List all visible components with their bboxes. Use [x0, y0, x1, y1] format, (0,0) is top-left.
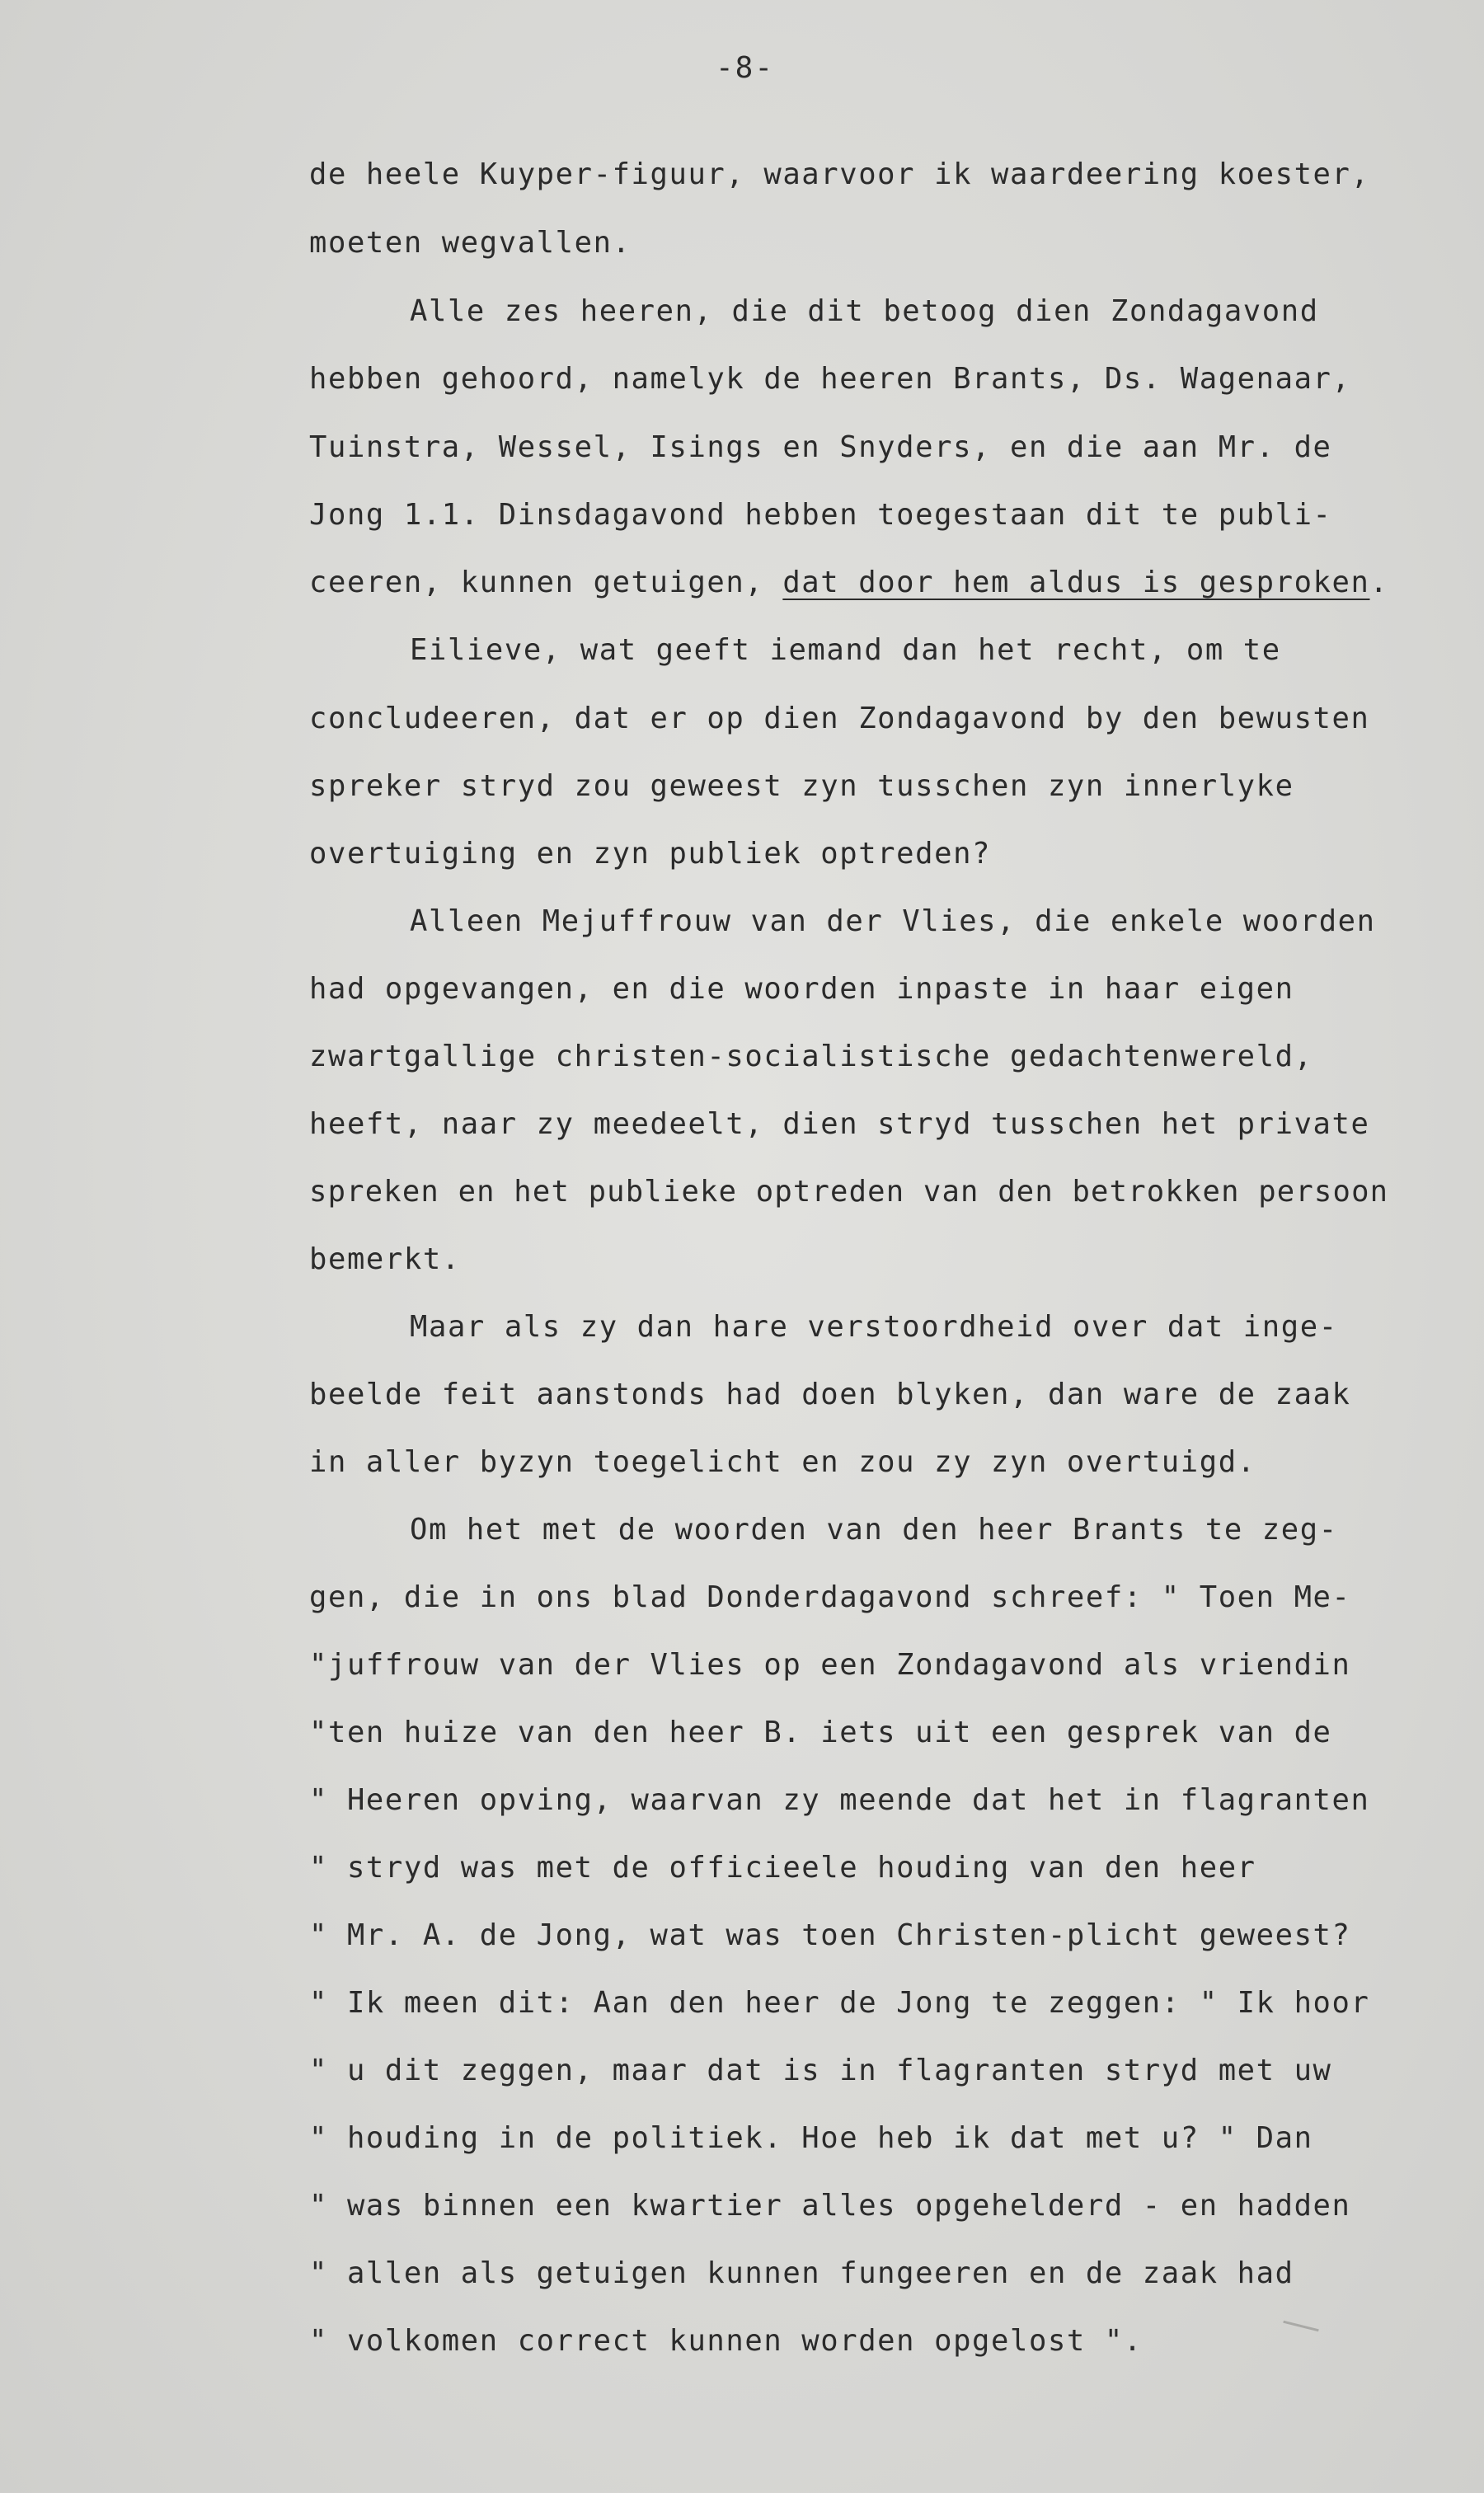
text-line: de heele Kuyper-figuur, waarvoor ik waardeering koester,	[309, 157, 1370, 191]
text-line: bemerkt.	[309, 1242, 461, 1276]
text-line: moeten wegvallen.	[309, 226, 632, 260]
text-line: " allen als getuigen kunnen fungeeren en de zaak had	[309, 2256, 1294, 2290]
text-line: " Heeren opving, waarvan zy meende dat het in flagranten	[309, 1783, 1370, 1817]
text-line: Tuinstra, Wessel, Isings en Snyders, en die aan Mr. de	[309, 430, 1332, 464]
text-line: Alleen Mejuffrouw van der Vlies, die enkele woorden	[410, 904, 1376, 938]
text-line: spreker stryd zou geweest zyn tusschen zyn innerlyke	[309, 769, 1294, 803]
text-line: " Mr. A. de Jong, wat was toen Christen-plicht geweest?	[309, 1918, 1351, 1952]
text-line: hebben gehoord, namelyk de heeren Brants, Ds. Wagenaar,	[309, 362, 1351, 396]
page-number: -8-	[716, 51, 775, 85]
ink-smudge	[1283, 2321, 1318, 2332]
text-line: in aller byzyn toegelicht en zou zy zyn overtuigd.	[309, 1445, 1256, 1479]
text-line: " stryd was met de officieele houding van den heer	[309, 1851, 1256, 1885]
text-line: Jong 1.1. Dinsdagavond hebben toegestaan dit te publi-	[309, 498, 1332, 532]
text-line: Eilieve, wat geeft iemand dan het recht, om te	[410, 633, 1281, 667]
text-line: spreken en het publieke optreden van den betrokken persoon	[309, 1175, 1389, 1209]
text-line: had opgevangen, en die woorden inpaste in haar eigen	[309, 972, 1294, 1006]
text-line: Maar als zy dan hare verstoordheid over dat inge-	[410, 1310, 1338, 1344]
text-line: "ten huize van den heer B. iets uit een gesprek van de	[309, 1716, 1332, 1749]
text-line: " houding in de politiek. Hoe heb ik dat met u? " Dan	[309, 2121, 1313, 2155]
text-line: zwartgallige christen-socialistische gedachtenwereld,	[309, 1040, 1313, 1073]
text-line: overtuiging en zyn publiek optreden?	[309, 837, 992, 871]
text-line: " volkomen correct kunnen worden opgelost ".	[309, 2324, 1143, 2358]
text-line: "juffrouw van der Vlies op een Zondagavond als vriendin	[309, 1648, 1351, 1682]
text-line: " Ik meen dit: Aan den heer de Jong te zeggen: " Ik hoor	[309, 1986, 1370, 2020]
text-line: " was binnen een kwartier alles opgehelderd - en hadden	[309, 2189, 1351, 2223]
text-line: Alle zes heeren, die dit betoog dien Zondagavond	[410, 294, 1319, 328]
text-line: Om het met de woorden van den heer Brants te zeg-	[410, 1513, 1338, 1547]
text-line: " u dit zeggen, maar dat is in flagranten stryd met uw	[309, 2054, 1332, 2087]
underlined-text: dat door hem aldus is gesproken	[782, 566, 1370, 599]
text-segment: .	[1369, 566, 1389, 599]
text-line: beelde feit aanstonds had doen blyken, dan ware de zaak	[309, 1378, 1351, 1411]
text-segment: ceeren, kunnen getuigen,	[309, 566, 783, 599]
text-line: heeft, naar zy meedeelt, dien stryd tusschen het private	[309, 1107, 1370, 1141]
text-line	[309, 565, 1388, 601]
text-line: gen, die in ons blad Donderdagavond schreef: " Toen Me-	[309, 1580, 1351, 1614]
text-line: concludeeren, dat er op dien Zondagavond by den bewusten	[309, 702, 1370, 735]
